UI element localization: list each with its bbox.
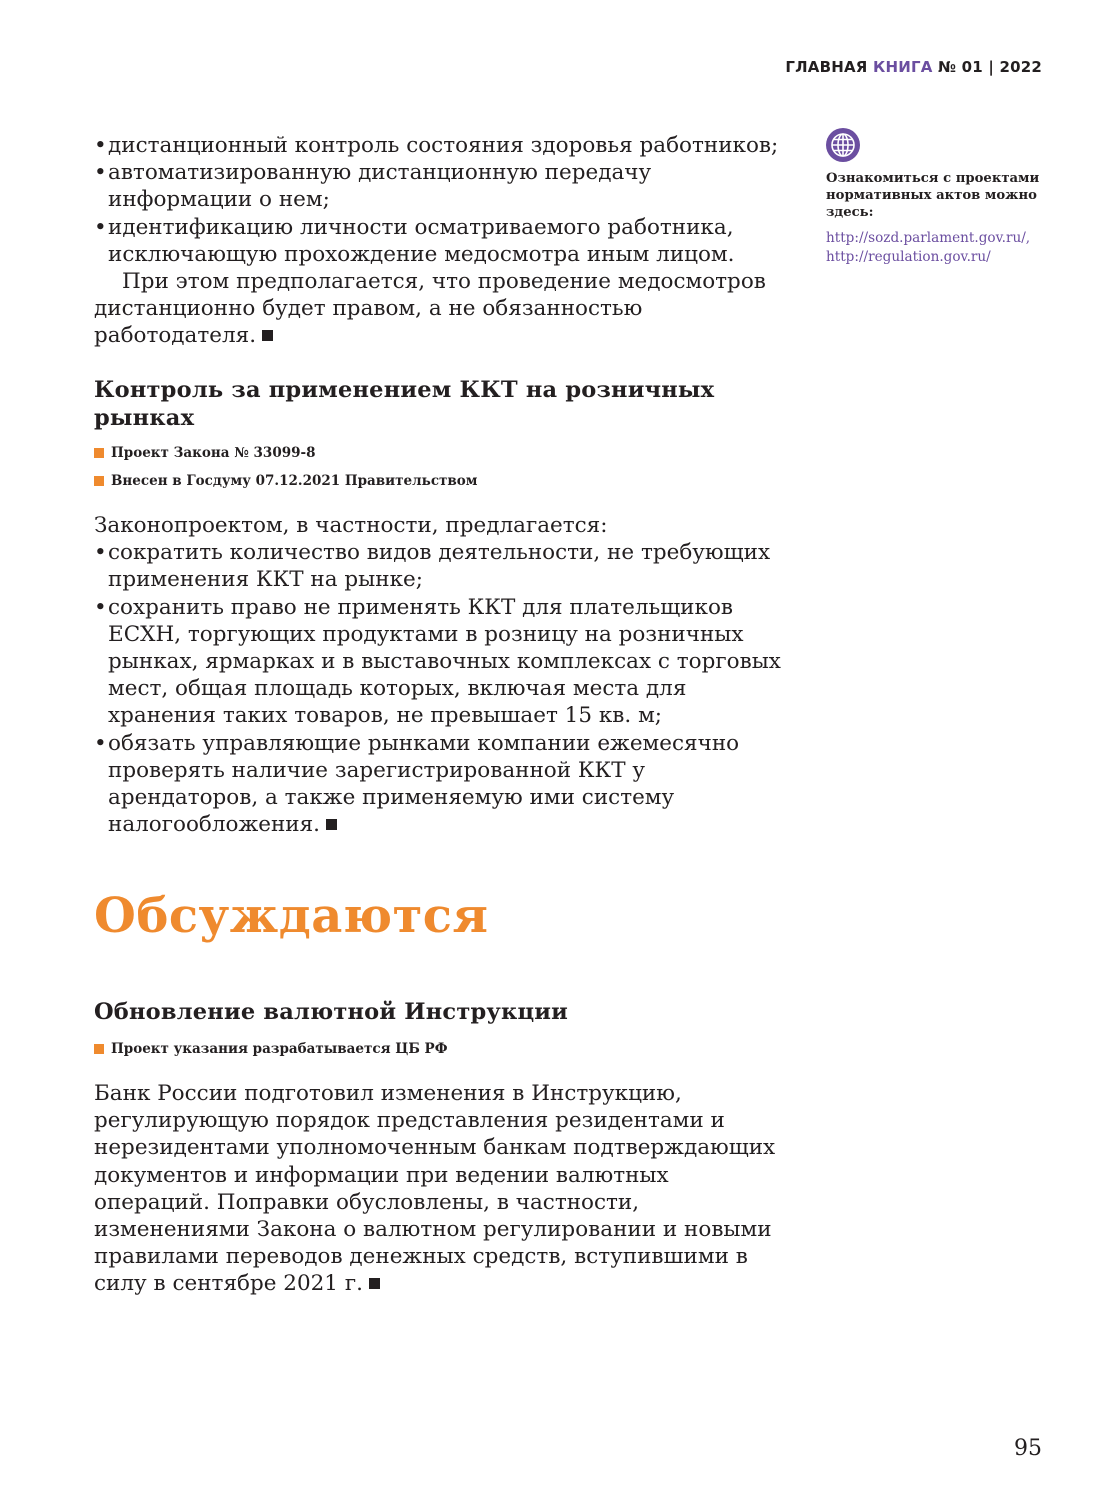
bullet-list [94, 539, 784, 838]
link-regulation[interactable]: http://regulation.gov.ru/ [826, 249, 991, 265]
intro-text: Законопроектом, в частности, предлагается: [94, 513, 608, 538]
end-of-block-mark [262, 330, 273, 341]
link-sozd[interactable]: http://sozd.parlament.gov.ru/, [826, 230, 1031, 246]
globe-icon [826, 128, 860, 162]
paragraph: При этом предполагается, что проведение медосмотров дистанционно будет правом, а не обязанностью работодателя. [94, 269, 766, 349]
paragraph: Банк России подготовил изменения в Инструкцию, регулирующую порядок представления резидентами и нерезидентами уполномоченным банкам подтверждающих документов и информации при ведении валютных операций. Поправки обусловлены, в частности, изменениями Закона о валютном регулировании и новыми правилами переводов денежных средств, вступившими в силу в сентябре 2021 г. [94, 1081, 776, 1297]
sidebar-note-text: Ознакомиться с проектами нормативных актов можно здесь: [826, 171, 1040, 220]
block-kkt [94, 512, 784, 838]
article-heading: Обновление валютной Инструкции [94, 999, 569, 1025]
list-item: • автоматизированную дистанционную передачу информации о нем; [94, 159, 726, 213]
meta-line: Проект Закона № 33099-8 [94, 445, 784, 461]
meta-line: Проект указания разрабатывается ЦБ РФ [94, 1041, 784, 1057]
list-item: • сократить количество видов деятельности, не требующих применения ККТ на рынке; [94, 539, 784, 593]
list-item: • сохранить право не применять ККТ для плательщиков ЕСХН, торгующих продуктами в розницу на розничных рынках, ярмарках и в выставочных комплексах с торговых мест, общая площадь которых, включая места для хранения таких товаров, не превышает 15 кв. м; [94, 594, 784, 730]
article-heading: Контроль за применением ККТ на розничных рынках [94, 377, 715, 431]
orange-square-marker [94, 448, 104, 458]
bullet-list [94, 132, 784, 268]
list-item: • дистанционный контроль состояния здоровья работников; [94, 132, 784, 159]
orange-square-marker [94, 1044, 104, 1054]
meta-line: Внесен в Госдуму 07.12.2021 Правительством [94, 473, 784, 489]
running-head [785, 58, 1042, 76]
issue-number: № 01 | 2022 [937, 58, 1042, 76]
end-of-block-mark [369, 1278, 380, 1289]
brand-name: ГЛАВНАЯ [785, 58, 868, 76]
section-title: Обсуждаются [94, 888, 489, 944]
brand-name-accent: КНИГА [873, 58, 933, 76]
block-currency [94, 1080, 784, 1298]
orange-square-marker [94, 476, 104, 486]
end-of-block-mark [326, 819, 337, 830]
list-item: • обязать управляющие рынками компании ежемесячно проверять наличие зарегистрированной ККТ у арендаторов, а также применяемую ими систему налогообложения. [94, 730, 784, 839]
list-item: • идентификацию личности осматриваемого работника, исключающую прохождение медосмотра иным лицом. [94, 214, 784, 268]
page-number: 95 [1014, 1436, 1042, 1461]
block-medical-exams [94, 132, 784, 350]
sidebar-note [826, 128, 1056, 267]
sidebar-links [826, 229, 1056, 267]
